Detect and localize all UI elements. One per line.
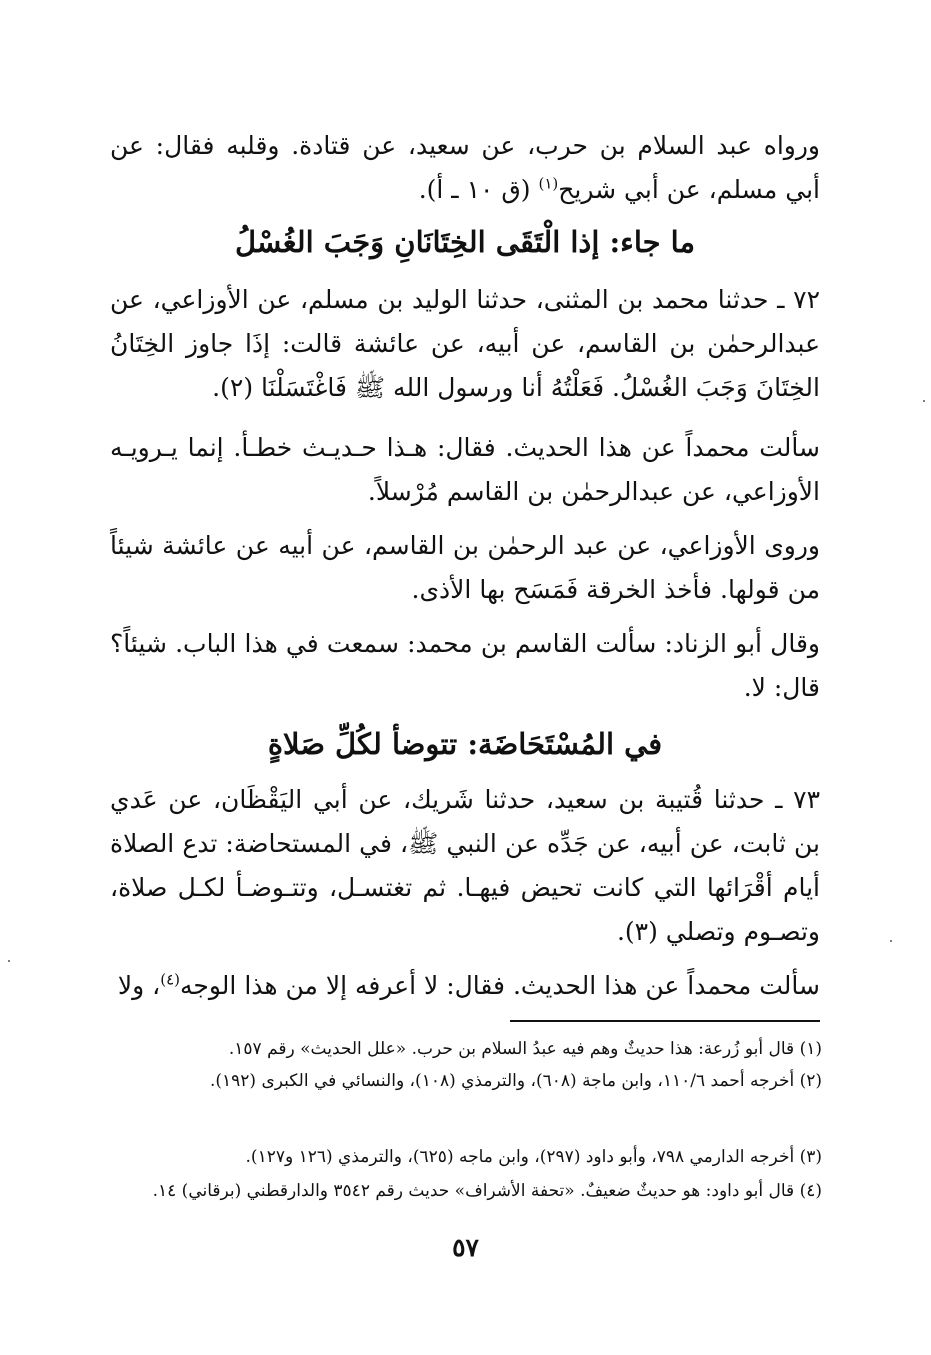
paragraph-opening-text: ورواه عبد السلام بن حرب، عن سعيد، عن قتادة. وقلبه فقال: عن أبي مسلم، عن أبي شريح bbox=[110, 131, 820, 204]
paragraph-awzai: وروى الأوزاعي، عن عبد الرحمٰن بن القاسم، عن أبيه عن عائشة شيئاً من قولها. فأخذ الخرقة فَمَسَح بها الأذى. bbox=[110, 531, 820, 604]
footnote-ref-1: (١) bbox=[538, 174, 559, 193]
footnote-3: (٣) أخرجه الدارمي ٧٩٨، وأبو داود (٢٩٧)، وابن ماجه (٦٢٥)، والترمذي (١٢٦ و١٢٧). bbox=[245, 1147, 822, 1167]
paragraph-opening-end: (ق ١٠ ـ أ). bbox=[418, 175, 539, 204]
scan-speck bbox=[923, 400, 925, 402]
hadith-72-ref: (٢). bbox=[212, 373, 262, 402]
footnote-ref-4: (٤) bbox=[160, 970, 181, 989]
page-number: ٥٧ bbox=[452, 1233, 479, 1262]
scan-speck bbox=[890, 940, 892, 942]
hadith-73-text: ٧٣ ـ حدثنا قُتيبة بن سعيد، حدثنا شَريك، عن أبي اليَقْظَان، عن عَدي بن ثابت، عن أبيه، عن جَدِّه عن النبي ﷺ، في المستحاضة: تدع الصلاة أيام أقْرَائها التي كانت تحيض فيهـا. ثم تغتسـل، وتتـوضـأ لكـل صلاة، وتصـوم وتصلي bbox=[110, 785, 820, 946]
footnote-4: (٤) قال أبو داود: هو حديثٌ ضعيفٌ. «تحفة الأشراف» حديث رقم ٣٥٤٢ والدارقطني (برقاني) ١٤. bbox=[152, 1181, 822, 1201]
paragraph-abu-zinad: وقال أبو الزناد: سألت القاسم بن محمد: سمعت في هذا الباب. شيئاً؟ قال: لا. bbox=[110, 629, 820, 702]
footnote-1: (١) قال أبو زُرعة: هذا حديثٌ وهم فيه عبدُ السلام بن حرب. «علل الحديث» رقم ١٥٧. bbox=[228, 1039, 822, 1059]
paragraph-question-2 bbox=[110, 964, 820, 1008]
paragraph-question-2-end: ، ولا bbox=[117, 971, 161, 1000]
hadith-73-ref: (٣). bbox=[616, 917, 666, 946]
paragraph-opening bbox=[110, 124, 820, 212]
section-heading-mustahada: في المُسْتَحَاضَة: تتوضأ لكُلِّ صَلاةٍ bbox=[267, 727, 663, 761]
footnote-separator bbox=[510, 1020, 820, 1022]
hadith-72-text: ٧٢ ـ حدثنا محمد بن المثنى، حدثنا الوليد بن مسلم، عن الأوزاعي، عن عبدالرحمٰن بن القاسم، عن أبيه، عن عائشة قالت: إذَا جاوز الخِتَانُ الخِتَانَ وَجَبَ الغُسْلُ. فَعَلْتُهُ أنا ورسول الله ﷺ فَاغْتَسَلْنَا bbox=[110, 285, 820, 402]
paragraph-question-1: سألت محمداً عن هذا الحديث. فقال: هـذا حـديـث خطـأ. إنما يـرويـه الأوزاعي، عن عبدالرحمٰن بن القاسم مُرْسلاً. bbox=[110, 433, 820, 506]
hadith-72 bbox=[110, 278, 820, 410]
footnote-2: (٢) أخرجه أحمد ١١٠/٦، وابن ماجة (٦٠٨)، والترمذي (١٠٨)، والنسائي في الكبرى (١٩٢). bbox=[209, 1071, 822, 1091]
scan-speck bbox=[8, 960, 10, 962]
paragraph-question-2-text: سألت محمداً عن هذا الحديث. فقال: لا أعرفه إلا من هذا الوجه bbox=[180, 971, 820, 1000]
section-heading-ghusl: ما جاء: إذا الْتَقَى الخِتَانَانِ وَجَبَ الغُسْلُ bbox=[234, 225, 696, 259]
hadith-73 bbox=[110, 778, 820, 954]
